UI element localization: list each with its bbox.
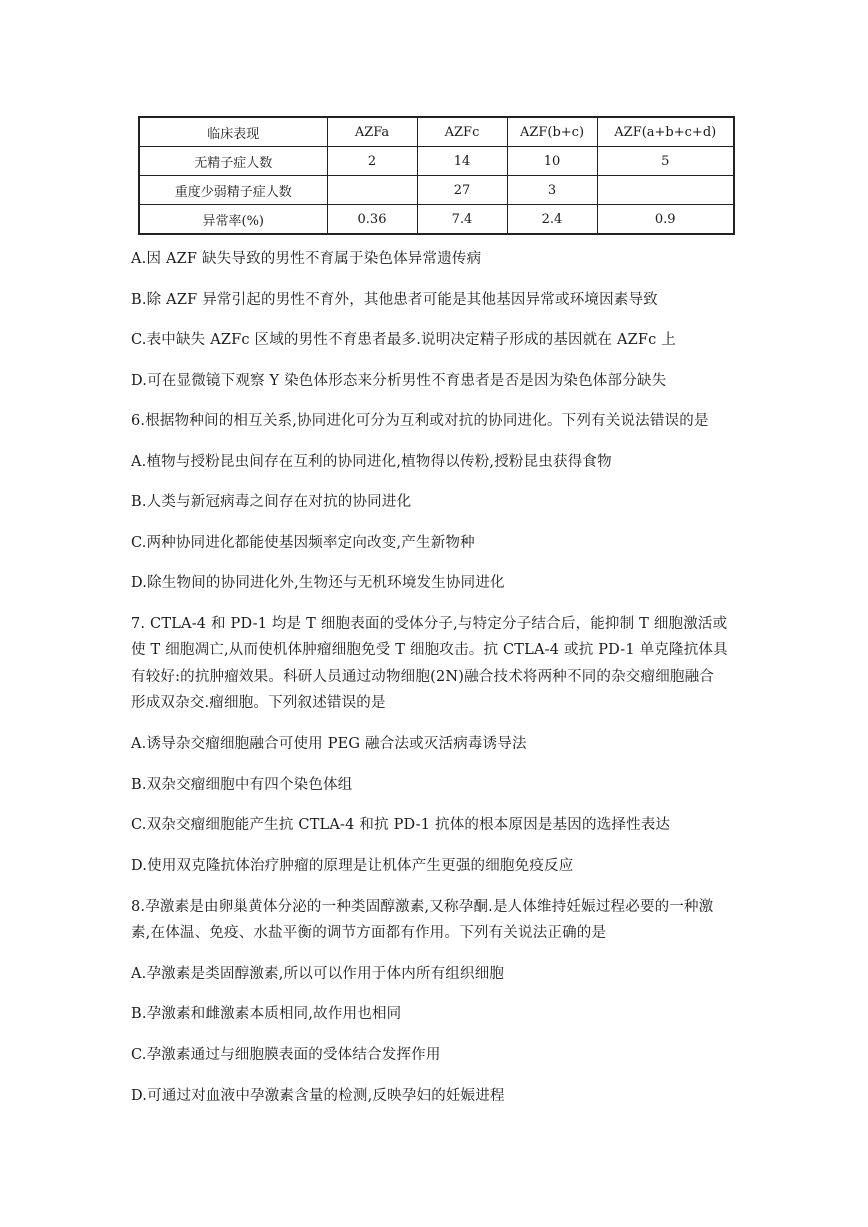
- table-header-row: [139, 117, 734, 147]
- q8-option-c: C.孕激素通过与细胞膜表面的受体结合发挥作用: [131, 1047, 441, 1063]
- table-cell: 10: [507, 147, 597, 176]
- q6-option-c: C.两种协同进化都能使基因频率定向改变,产生新物种: [131, 535, 475, 551]
- q6-option-a: A.植物与授粉昆虫间存在互利的协同进化,植物得以传粉,授粉昆虫获得食物: [131, 454, 612, 470]
- q7-option-b: B.双杂交瘤细胞中有四个染色体组: [131, 777, 353, 793]
- q6-option-d: D.除生物间的协同进化外,生物还与无机环境发生协同进化: [131, 575, 505, 591]
- table-cell: 0.36: [327, 205, 417, 235]
- q7-stem-line: 形成双杂交.瘤细胞。下列叙述错误的是: [131, 695, 386, 711]
- table-cell: 5: [597, 147, 734, 176]
- q5-option-b: B.除 AZF 异常引起的男性不育外，其他患者可能是其他基因异常或环境因素导致: [131, 292, 658, 308]
- table-row: [139, 205, 734, 235]
- table-header-cell: AZFc: [417, 117, 507, 147]
- q7-option-a: A.诱导杂交瘤细胞融合可使用 PEG 融合法或灭活病毒诱导法: [131, 736, 527, 752]
- table-cell: 异常率(%): [139, 205, 327, 235]
- table-cell: 7.4: [417, 205, 507, 235]
- table-cell: 27: [417, 176, 507, 205]
- table-cell: [597, 176, 734, 205]
- table-header-cell: 临床表现: [139, 117, 327, 147]
- q8-stem-line: 8.孕激素是由卵巢黄体分泌的一种类固醇激素,又称孕酮.是人体维持妊娠过程必要的一种激: [131, 899, 714, 915]
- q6-stem: 6.根据物种间的相互关系,协同进化可分为互利或对抗的协同进化。下列有关说法错误的是: [131, 413, 709, 429]
- q7-stem-line: 7. CTLA-4 和 PD-1 均是 T 细胞表面的受体分子,与特定分子结合后，能抑制 T 细胞激活或: [131, 616, 728, 632]
- q8-option-d: D.可通过对血液中孕激素含量的检测,反映孕妇的妊娠进程: [131, 1088, 505, 1104]
- table-row: [139, 176, 734, 205]
- table-cell: 2.4: [507, 205, 597, 235]
- q8-stem-line: 素,在体温、免疫、水盐平衡的调节方面都有作用。下列有关说法正确的是: [131, 925, 607, 941]
- q8-option-b: B.孕激素和雌激素本质相同,故作用也相同: [131, 1006, 402, 1022]
- q6-option-b: B.人类与新冠病毒之间存在对抗的协同进化: [131, 494, 412, 510]
- q7-stem-line: 有较好:的抗肿瘤效果。科研人员通过动物细胞(2N)融合技术将两种不同的杂交瘤细胞融合: [131, 669, 715, 685]
- table-header-cell: AZF(b+c): [507, 117, 597, 147]
- table-cell: 3: [507, 176, 597, 205]
- q7-stem-line: 使 T 细胞凋亡,从而使机体肿瘤细胞免受 T 细胞攻击。抗 CTLA-4 或抗 PD-1 单克隆抗体具: [131, 642, 728, 658]
- q5-option-c: C.表中缺失 AZFc 区域的男性不育患者最多.说明决定精子形成的基因就在 AZFc 上: [131, 332, 676, 348]
- q5-option-d: D.可在显微镜下观察 Y 染色体形态来分析男性不育患者是否是因为染色体部分缺失: [131, 373, 667, 389]
- azf-data-table: [138, 116, 735, 235]
- table-row: [139, 147, 734, 176]
- table-header-cell: AZFa: [327, 117, 417, 147]
- table-cell: 无精子症人数: [139, 147, 327, 176]
- q5-option-a: A.因 AZF 缺失导致的男性不育属于染色体异常遗传病: [131, 251, 482, 267]
- q7-option-d: D.使用双克隆抗体治疗肿瘤的原理是让机体产生更强的细胞免疫反应: [131, 858, 574, 874]
- q8-option-a: A.孕激素是类固醇激素,所以可以作用于体内所有组织细胞: [131, 966, 505, 982]
- table-cell: 重度少弱精子症人数: [139, 176, 327, 205]
- table-header-cell: AZF(a+b+c+d): [597, 117, 734, 147]
- table-cell: [327, 176, 417, 205]
- q7-option-c: C.双杂交瘤细胞能产生抗 CTLA-4 和抗 PD-1 抗体的根本原因是基因的选择性表达: [131, 817, 671, 833]
- table-cell: 0.9: [597, 205, 734, 235]
- table-cell: 2: [327, 147, 417, 176]
- table-cell: 14: [417, 147, 507, 176]
